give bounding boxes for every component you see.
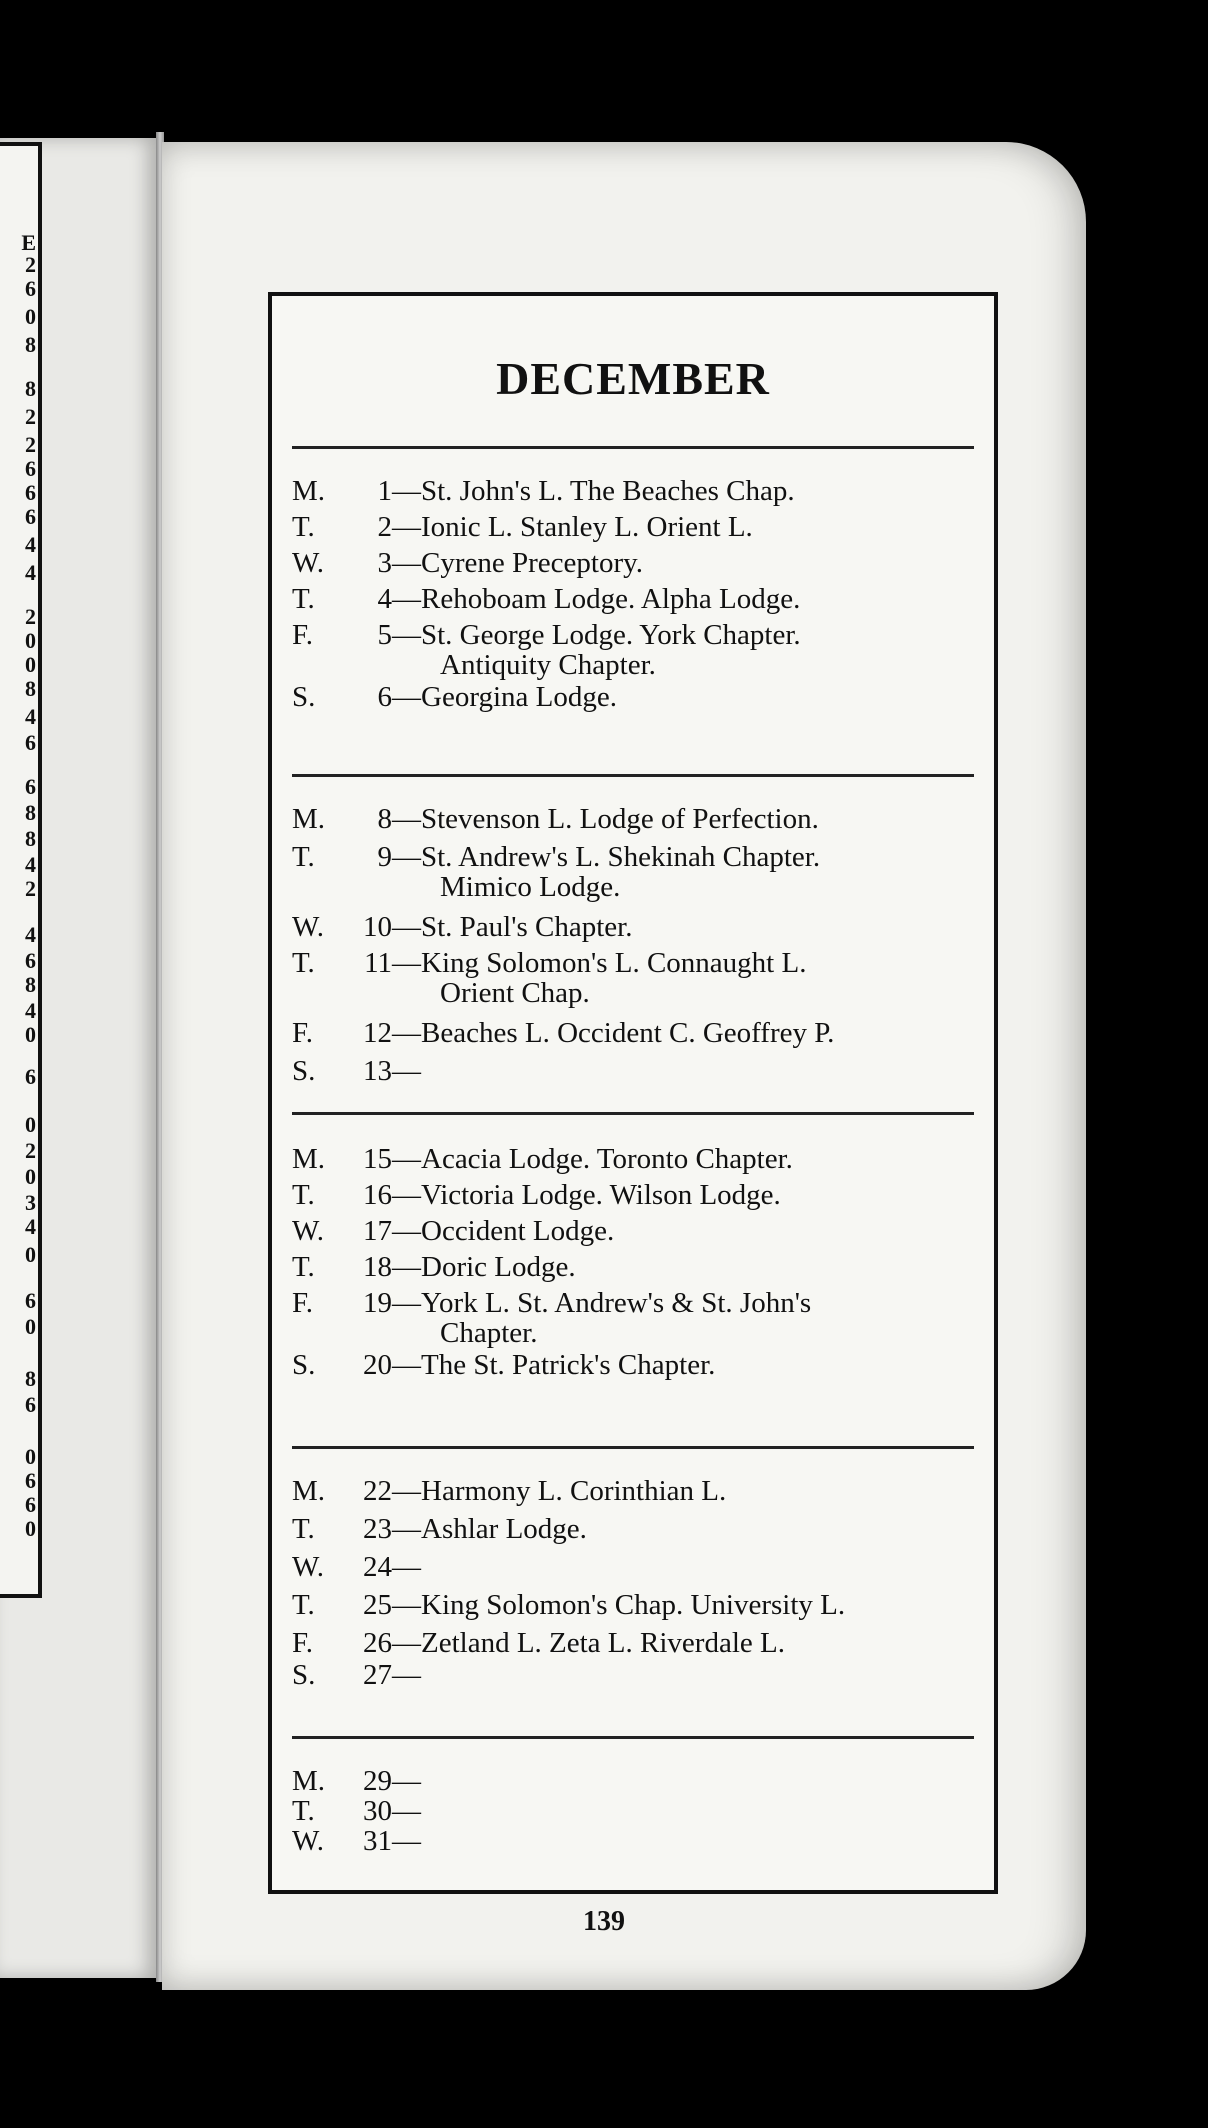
entry-text: —Harmony L. Corinthian L. [392, 1475, 727, 1507]
entry-continuation: Chapter. [440, 1317, 538, 1349]
calendar-frame [268, 292, 998, 1894]
entry-text: —Victoria Lodge. Wilson Lodge. [392, 1179, 781, 1211]
entry-continuation: Orient Chap. [440, 977, 590, 1009]
calendar-entry [292, 1476, 978, 1506]
entry-text: —Georgina Lodge. [392, 681, 617, 713]
entry-date: 20 [363, 1349, 392, 1381]
entry-date: 26 [363, 1627, 392, 1659]
entry-day: T. [292, 583, 315, 615]
left-page-digit: 6 [25, 1064, 36, 1089]
entry-text: —Occident Lodge. [392, 1215, 615, 1247]
left-page-digit: 8 [25, 826, 36, 851]
section-divider [292, 774, 974, 777]
left-page-digit: 6 [25, 480, 36, 505]
entry-text: —Beaches L. Occident C. Geoffrey P. [392, 1017, 835, 1049]
left-page-digit: 4 [25, 704, 36, 729]
left-page-digit: 2 [25, 876, 36, 901]
entry-date: 9 [377, 841, 392, 873]
entry-text: —Acacia Lodge. Toronto Chapter. [392, 1143, 793, 1175]
entry-continuation: Antiquity Chapter. [440, 649, 656, 681]
entry-day: T. [292, 1513, 315, 1545]
entry-day: M. [292, 1143, 326, 1175]
entry-day: T. [292, 511, 315, 543]
month-title: DECEMBER [496, 353, 770, 404]
left-page-digit: 0 [25, 1444, 36, 1469]
left-page-digit: 4 [25, 922, 36, 947]
entry-day: T. [292, 1589, 315, 1621]
entry-date: 22 [363, 1475, 392, 1507]
left-page-frame [0, 142, 42, 1598]
entry-day: T. [292, 841, 315, 873]
calendar-entry [292, 548, 978, 578]
left-page-digit: 6 [25, 276, 36, 301]
left-page-digit: 8 [25, 800, 36, 825]
section-divider [292, 446, 974, 449]
entry-date: 31 [363, 1825, 392, 1857]
entry-day: T. [292, 1179, 315, 1211]
left-page-digit: 4 [25, 560, 36, 585]
entry-date: 19 [363, 1287, 392, 1319]
calendar-entry [292, 1590, 978, 1620]
left-page-digit: 6 [25, 1288, 36, 1313]
section-divider [292, 1736, 974, 1739]
left-page-digit: 2 [25, 404, 36, 429]
entry-text: —Stevenson L. Lodge of Perfection. [392, 803, 819, 835]
entry-text: —Doric Lodge. [392, 1251, 576, 1283]
entry-date: 27 [363, 1659, 392, 1691]
calendar-entry [292, 1144, 978, 1174]
entry-text: —St. Andrew's L. Shekinah Chapter. [392, 841, 821, 873]
entry-text: —King Solomon's L. Connaught L. [392, 947, 807, 979]
entry-date: 23 [363, 1513, 392, 1545]
calendar-entry [292, 1350, 978, 1380]
calendar-entry [292, 842, 978, 872]
entry-day: M. [292, 803, 326, 835]
left-page-digit: 0 [25, 1242, 36, 1267]
entry-text: —St. George Lodge. York Chapter. [392, 619, 801, 651]
left-page-header: E [21, 230, 36, 255]
entry-day: F. [292, 619, 314, 651]
entry-date: 30 [363, 1795, 392, 1827]
calendar-entry [292, 1252, 978, 1282]
calendar-entry [292, 1660, 978, 1690]
entry-day: T. [292, 1251, 315, 1283]
entry-date: 3 [377, 547, 392, 579]
calendar-entry [292, 1180, 978, 1210]
calendar-entry [292, 804, 978, 834]
entry-date: 2 [377, 511, 392, 543]
left-page-digit: 0 [25, 1112, 36, 1137]
left-page-digit: 6 [25, 1392, 36, 1417]
left-page-digit: 6 [25, 730, 36, 755]
left-page-digit: 0 [25, 1164, 36, 1189]
entry-text: —The St. Patrick's Chapter. [392, 1349, 716, 1381]
calendar-entry [292, 682, 978, 712]
left-page-digit: 4 [25, 998, 36, 1023]
entry-date: 8 [377, 803, 392, 835]
entry-text: —Ionic L. Stanley L. Orient L. [392, 511, 753, 543]
calendar-entry [292, 912, 978, 942]
entry-date: 16 [363, 1179, 392, 1211]
entry-text: — [392, 1795, 421, 1827]
left-page-digit: 8 [25, 676, 36, 701]
calendar-entry [292, 1056, 978, 1086]
entry-date: 17 [363, 1215, 392, 1247]
left-page-digit: 4 [25, 1214, 36, 1239]
calendar-entry [292, 1018, 978, 1048]
entry-text: — [392, 1825, 421, 1857]
entry-day: W. [292, 547, 324, 579]
entry-date: 13 [363, 1055, 392, 1087]
entry-day: F. [292, 1627, 314, 1659]
entry-text: —Rehoboam Lodge. Alpha Lodge. [392, 583, 801, 615]
left-page-digit: 8 [25, 1366, 36, 1391]
calendar-entry [292, 620, 978, 650]
calendar-entry [292, 948, 978, 978]
entry-text: — [392, 1551, 421, 1583]
entry-day: S. [292, 1349, 316, 1381]
entry-text: —Zetland L. Zeta L. Riverdale L. [392, 1627, 785, 1659]
entry-day: F. [292, 1017, 314, 1049]
left-page-digit: 6 [25, 456, 36, 481]
entry-date: 15 [363, 1143, 392, 1175]
left-page-digit: 8 [25, 376, 36, 401]
calendar-entry [292, 1826, 978, 1856]
entry-day: M. [292, 475, 326, 507]
left-page-digit: 4 [25, 532, 36, 557]
entry-day: T. [292, 947, 315, 979]
left-page-digit: 0 [25, 304, 36, 329]
entry-date: 11 [364, 947, 392, 979]
entry-date: 1 [377, 475, 392, 507]
left-page-digit: 6 [25, 948, 36, 973]
left-page-digit: 6 [25, 504, 36, 529]
entry-date: 24 [363, 1551, 392, 1583]
left-page-digit: 0 [25, 1314, 36, 1339]
entry-date: 4 [377, 583, 392, 615]
entry-day: S. [292, 1659, 316, 1691]
calendar-entry [292, 1216, 978, 1246]
left-page-digit: 6 [25, 1468, 36, 1493]
entry-date: 25 [363, 1589, 392, 1621]
entry-text: —Cyrene Preceptory. [392, 547, 643, 579]
calendar-entry [292, 1766, 978, 1796]
entry-date: 10 [363, 911, 392, 943]
entry-text: —Ashlar Lodge. [392, 1513, 587, 1545]
calendar-entry [292, 1796, 978, 1826]
entry-date: 5 [377, 619, 392, 651]
left-page-digit: 0 [25, 628, 36, 653]
entry-day: W. [292, 911, 324, 943]
calendar-entry [292, 584, 978, 614]
calendar-entry [292, 1514, 978, 1544]
left-page-digit: 2 [25, 604, 36, 629]
entry-date: 12 [363, 1017, 392, 1049]
section-divider [292, 1446, 974, 1449]
entry-day: M. [292, 1765, 326, 1797]
left-page-digit: 2 [25, 432, 36, 457]
page-number: 139 [583, 1906, 625, 1937]
entry-day: W. [292, 1551, 324, 1583]
entry-text: —St. Paul's Chapter. [392, 911, 633, 943]
entry-day: W. [292, 1215, 324, 1247]
entry-text: — [392, 1055, 421, 1087]
left-page-digit: 0 [25, 1022, 36, 1047]
left-page-digit: 8 [25, 972, 36, 997]
left-page-digit: 6 [25, 774, 36, 799]
entry-text: —St. John's L. The Beaches Chap. [392, 475, 795, 507]
left-page-digit: 4 [25, 852, 36, 877]
entry-day: F. [292, 1287, 314, 1319]
entry-day: W. [292, 1825, 324, 1857]
entry-date: 29 [363, 1765, 392, 1797]
left-page-digit: 2 [25, 252, 36, 277]
calendar-entry [292, 1288, 978, 1318]
entry-date: 18 [363, 1251, 392, 1283]
entry-date: 6 [377, 681, 392, 713]
left-page-digit: 3 [25, 1190, 36, 1215]
entry-day: T. [292, 1795, 315, 1827]
left-page-digit: 0 [25, 652, 36, 677]
left-page-digit: 0 [25, 1516, 36, 1541]
entry-text: —King Solomon's Chap. University L. [392, 1589, 846, 1621]
calendar-entry [292, 476, 978, 506]
entry-continuation: Mimico Lodge. [440, 871, 621, 903]
calendar-entry [292, 1552, 978, 1582]
entry-day: S. [292, 681, 316, 713]
calendar-entry [292, 512, 978, 542]
entry-text: — [392, 1659, 421, 1691]
section-divider [292, 1112, 974, 1115]
left-page-digit: 2 [25, 1138, 36, 1163]
left-page-digit: 8 [25, 332, 36, 357]
entry-day: S. [292, 1055, 316, 1087]
entry-day: M. [292, 1475, 326, 1507]
entry-text: — [392, 1765, 421, 1797]
left-page-digit: 6 [25, 1492, 36, 1517]
entry-text: —York L. St. Andrew's & St. John's [392, 1287, 812, 1319]
calendar-entry [292, 1628, 978, 1658]
